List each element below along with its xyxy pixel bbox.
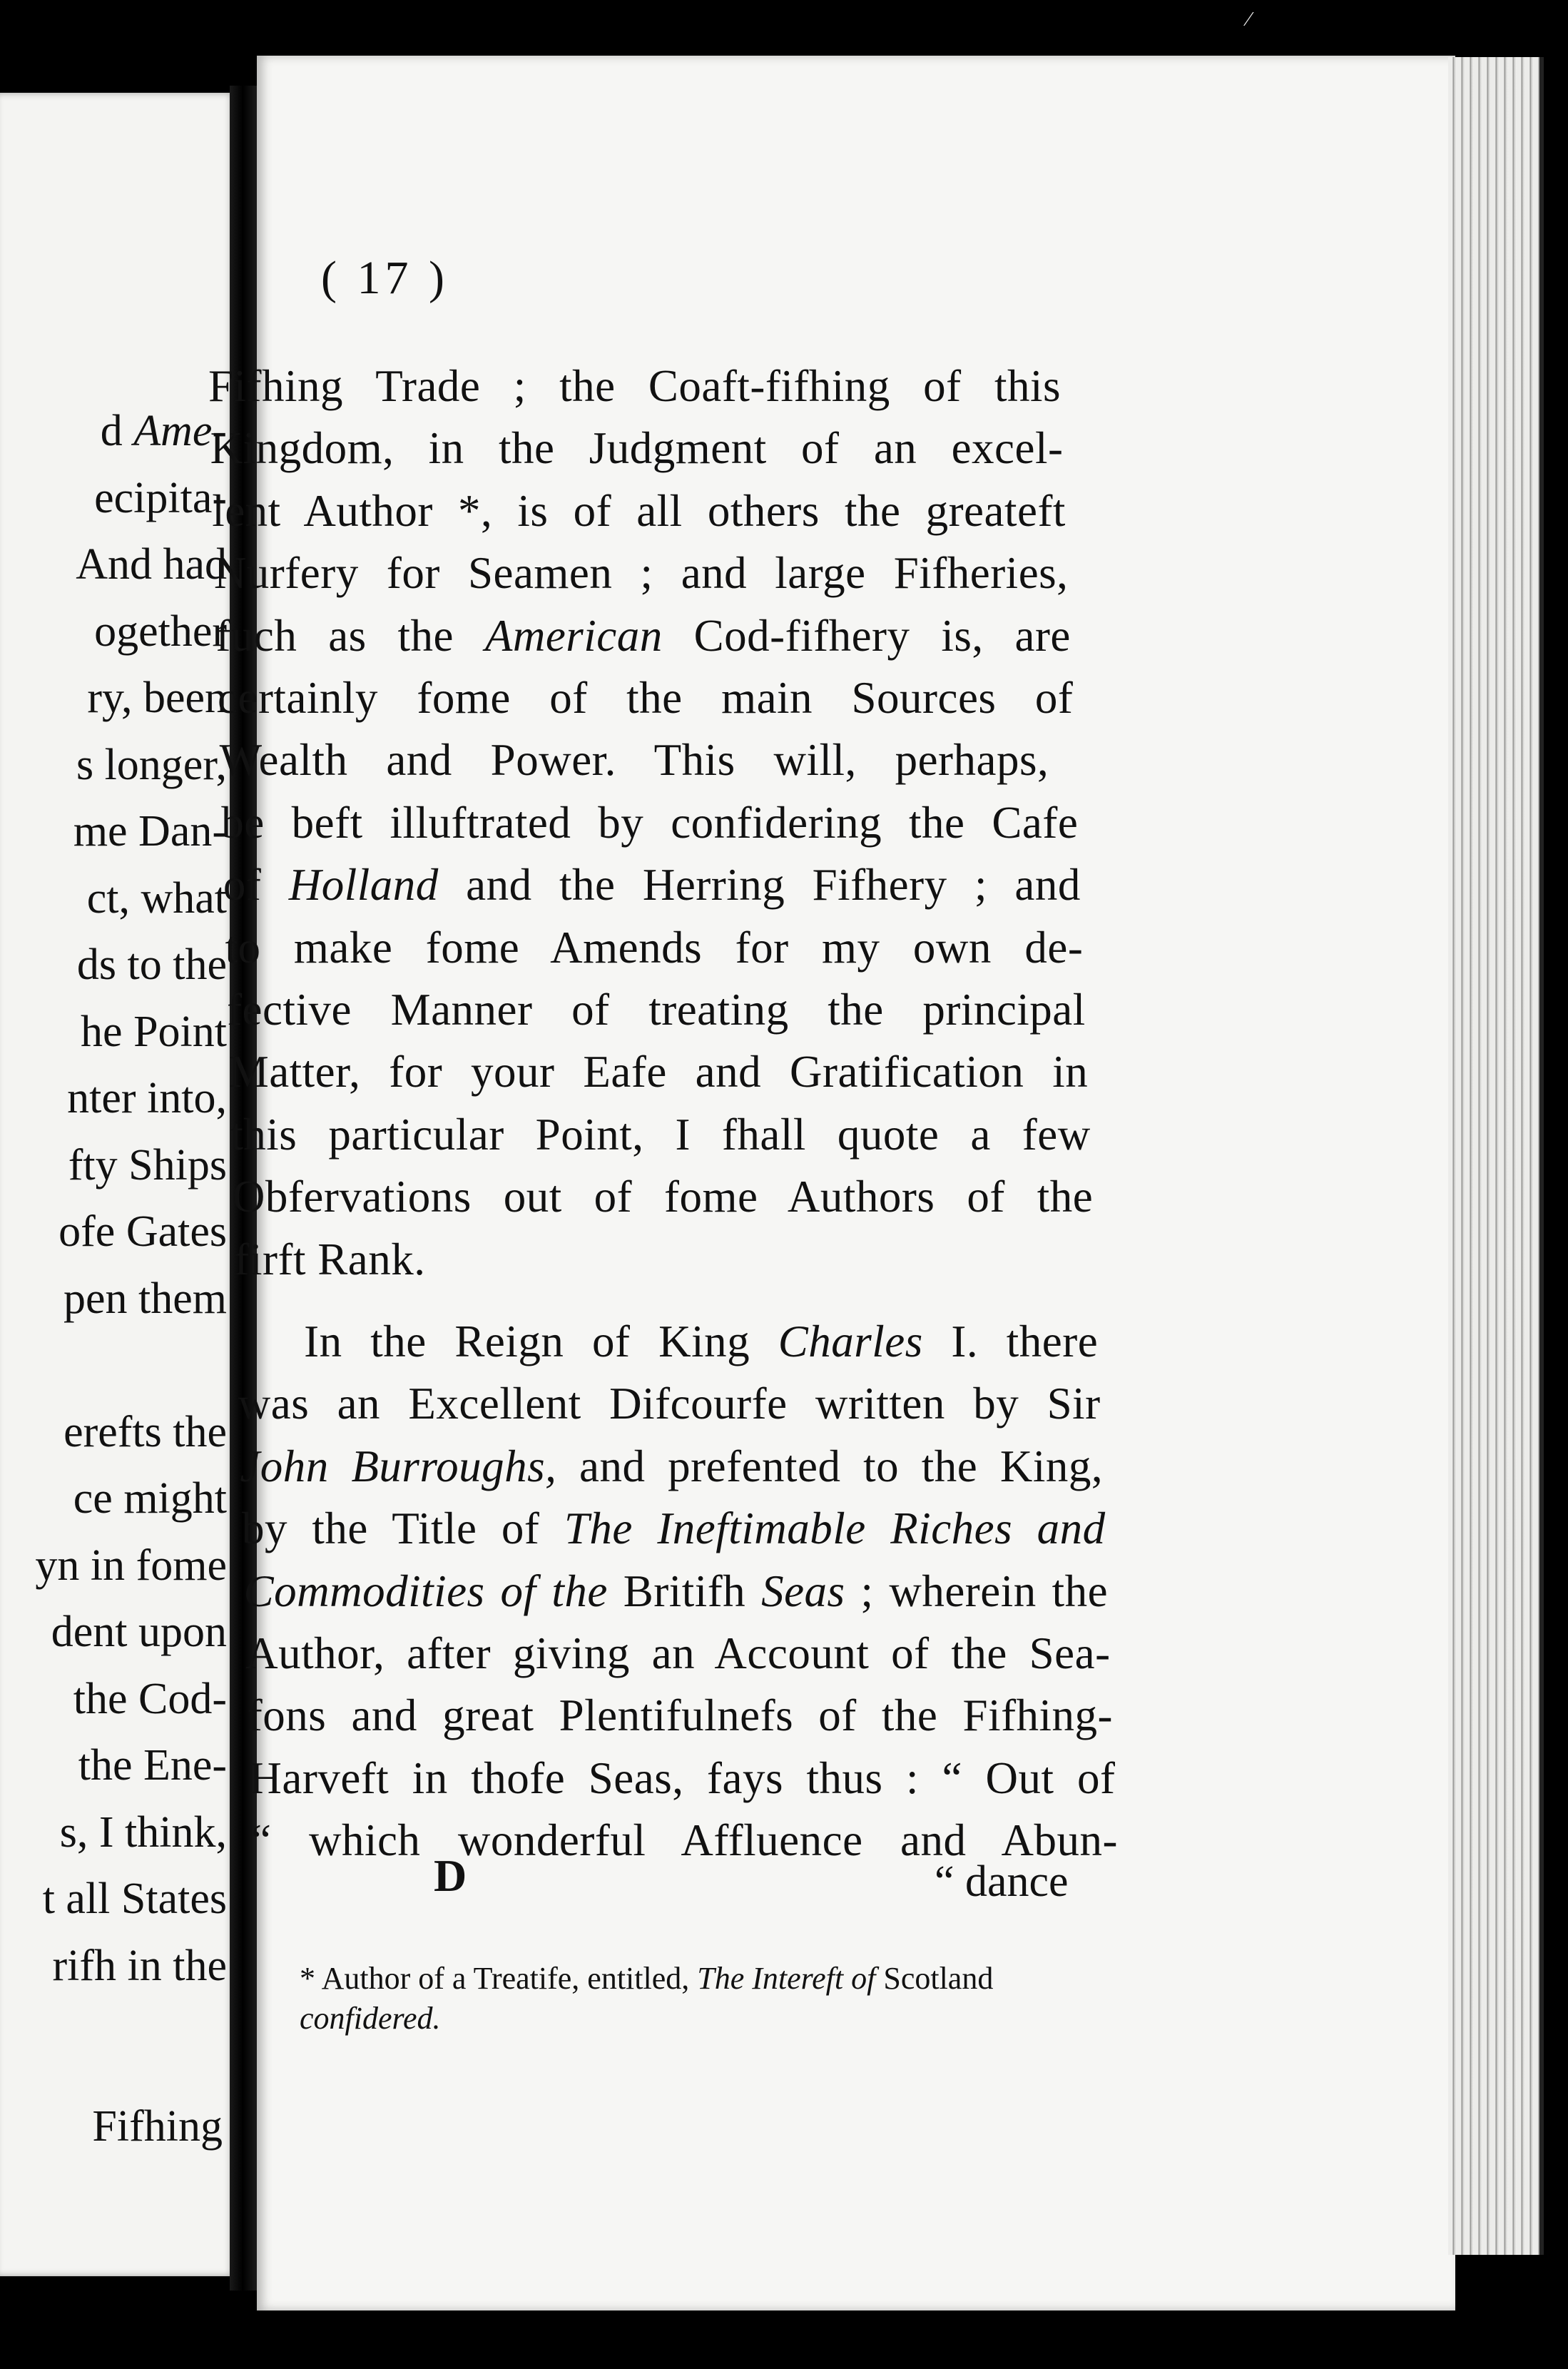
left-page-line bbox=[35, 1933, 227, 2000]
italic-text: The Ineftimable Riches and bbox=[564, 1503, 1106, 1554]
left-page-line-text: ct, what bbox=[86, 873, 227, 923]
left-page-line-text: the Ene- bbox=[78, 1741, 227, 1790]
line-text: I. there bbox=[922, 1317, 1099, 1366]
body-line bbox=[230, 1109, 1091, 1160]
line-text: Fifhing Trade ; the Coaft-fifhing of this bbox=[208, 361, 1061, 411]
line-text: In the Reign of King bbox=[304, 1317, 778, 1366]
left-page-line-text: yn in fome bbox=[35, 1541, 227, 1590]
line-text: fective Manner of treating the principal bbox=[227, 985, 1086, 1035]
line-text: fons and great Plentifulnefs of the Fifhing- bbox=[247, 1690, 1114, 1741]
line-text: Kingdom, in the Judgment of an excel- bbox=[210, 423, 1064, 474]
body-line bbox=[225, 922, 1084, 973]
footnote-text-end: Scotland bbox=[875, 1961, 994, 1996]
left-page-line-text: nter into, bbox=[67, 1074, 227, 1122]
line-text: and the Herring Fifhery ; and bbox=[438, 860, 1081, 910]
left-page-line-text: the Cod- bbox=[73, 1674, 227, 1723]
line-text: firft Rank. bbox=[234, 1234, 426, 1284]
left-page-line bbox=[35, 1866, 227, 1933]
body-line bbox=[232, 1172, 1094, 1222]
left-page-line-text: ogether bbox=[94, 607, 227, 656]
italic-text: Commodities of the bbox=[243, 1566, 608, 1616]
left-page-line bbox=[35, 798, 227, 866]
footnote bbox=[300, 1959, 1227, 2039]
line-text: by the Title of bbox=[241, 1503, 564, 1554]
body-line bbox=[208, 361, 1061, 411]
line-text: Cod-fifhery is, are bbox=[662, 610, 1071, 661]
left-page-line-text: pen them bbox=[63, 1274, 227, 1323]
body-line bbox=[247, 1690, 1114, 1741]
body-line bbox=[227, 985, 1086, 1035]
left-page-line-text: ofe Gates bbox=[58, 1207, 227, 1256]
body-line bbox=[218, 673, 1074, 723]
left-page-line-text: d bbox=[100, 407, 134, 455]
left-page-line bbox=[35, 1800, 227, 1867]
left-page-line-text: s longer, bbox=[76, 740, 227, 789]
line-text: Harveft in thofe Seas, fays thus : “ Out of bbox=[249, 1752, 1116, 1803]
body-line bbox=[223, 860, 1081, 910]
line-text: of bbox=[223, 860, 289, 910]
left-page-line bbox=[35, 866, 227, 933]
left-page-line bbox=[35, 1466, 227, 1533]
left-page-line bbox=[35, 1199, 227, 1266]
left-page-line-text: he Point bbox=[81, 1007, 227, 1056]
left-page-line bbox=[35, 1266, 227, 1333]
left-page-line-text: fty Ships bbox=[68, 1140, 227, 1189]
left-page-line bbox=[35, 532, 227, 599]
line-text: Wealth and Power. This will, perhaps, bbox=[219, 735, 1049, 786]
left-page-catchword: Fifhing bbox=[92, 2102, 223, 2151]
left-page-fragment bbox=[0, 93, 235, 2276]
catchword: “ dance bbox=[935, 1857, 1069, 1906]
body-line bbox=[238, 1379, 1101, 1429]
left-page-line bbox=[35, 999, 227, 1066]
left-page-line-text: erefts the bbox=[63, 1407, 227, 1456]
left-page-blank-line bbox=[35, 1332, 227, 1399]
footnote-title: The Intereft of bbox=[697, 1961, 876, 1996]
footnote-marker: * bbox=[300, 1961, 322, 1996]
body-line bbox=[241, 1503, 1106, 1554]
corner-mark: ⁄ bbox=[1247, 9, 1251, 31]
body-line bbox=[249, 1752, 1116, 1803]
body-line bbox=[219, 735, 1049, 786]
line-text: lent Author *, is of all others the greateft bbox=[212, 485, 1066, 536]
line-text: Obfervations out of fome Authors of the bbox=[232, 1172, 1094, 1222]
italic-text: John Burroughs, bbox=[240, 1441, 557, 1491]
line-text: be beft illuftrated by confidering the Cafe bbox=[221, 797, 1079, 848]
left-page-line-text: me Dan- bbox=[73, 807, 227, 856]
left-page-line bbox=[35, 932, 227, 999]
left-page-line bbox=[35, 1132, 227, 1199]
signature-mark: D bbox=[434, 1850, 467, 1901]
page-edges bbox=[1448, 57, 1544, 2255]
line-text: Author, after giving an Account of the Sea- bbox=[245, 1628, 1111, 1678]
left-page-line-text: rifh in the bbox=[52, 1941, 227, 1990]
left-page-line bbox=[35, 398, 227, 465]
footnote-line-2: confidered. bbox=[300, 2001, 441, 2036]
left-page-line bbox=[35, 1599, 227, 1666]
italic-text: Seas bbox=[761, 1566, 845, 1616]
body-line bbox=[215, 610, 1071, 661]
line-text: and prefented to the King, bbox=[556, 1441, 1104, 1491]
left-page-line-text: dent upon bbox=[51, 1608, 227, 1656]
left-page-line bbox=[35, 1065, 227, 1132]
left-page-line-text: s, I think, bbox=[59, 1807, 227, 1857]
line-text: fuch as the bbox=[215, 610, 485, 661]
body-line bbox=[228, 1047, 1089, 1097]
italic-text: Holland bbox=[288, 860, 439, 910]
left-page-line-italic: Ame- bbox=[133, 407, 227, 455]
left-page-line bbox=[35, 665, 227, 732]
line-text: Nurfery for Seamen ; and large Fifheries, bbox=[213, 548, 1069, 599]
left-page-line bbox=[35, 732, 227, 799]
left-page-line bbox=[35, 1533, 227, 1600]
line-text: to make fome Amends for my own de- bbox=[225, 922, 1084, 973]
left-page-line-text: ce might bbox=[73, 1474, 227, 1523]
left-page-line bbox=[35, 1399, 227, 1466]
body-line bbox=[243, 1566, 1109, 1616]
body-line bbox=[234, 1234, 426, 1284]
left-page-line-text: And had bbox=[76, 540, 227, 589]
left-page-line-text: t all States bbox=[42, 1875, 227, 1923]
line-text: ; wherein the bbox=[845, 1566, 1109, 1616]
left-page-line-text: ry, been bbox=[87, 674, 227, 722]
body-line bbox=[213, 548, 1069, 599]
left-page-line bbox=[35, 599, 227, 666]
body-line bbox=[245, 1628, 1111, 1678]
left-page-line-text: ds to the bbox=[76, 940, 227, 989]
italic-text: Charles bbox=[778, 1317, 923, 1366]
italic-text: American bbox=[484, 610, 663, 661]
line-text: Matter, for your Eafe and Gratification in bbox=[228, 1047, 1089, 1097]
body-line bbox=[240, 1441, 1104, 1491]
left-page-line-text: ecipita- bbox=[94, 473, 227, 522]
body-line bbox=[212, 485, 1066, 536]
line-text: was an Excellent Difcourfe written by Sir bbox=[238, 1379, 1101, 1429]
body-line bbox=[304, 1319, 1098, 1364]
line-text: “ which wonderful Affluence and Abun- bbox=[251, 1815, 1118, 1866]
line-text: Britifh bbox=[607, 1566, 762, 1616]
left-page-text bbox=[35, 398, 227, 1999]
left-page-line bbox=[35, 465, 227, 532]
line-text: this particular Point, I fhall quote a few bbox=[230, 1109, 1091, 1160]
line-text: certainly fome of the main Sources of bbox=[218, 673, 1074, 723]
body-line bbox=[210, 423, 1064, 474]
body-line bbox=[221, 797, 1079, 848]
page-number: ( 17 ) bbox=[321, 252, 449, 304]
left-page-line bbox=[35, 1666, 227, 1733]
footnote-text: Author of a Treatife, entitled, bbox=[321, 1961, 698, 1996]
left-page-line bbox=[35, 1733, 227, 1800]
